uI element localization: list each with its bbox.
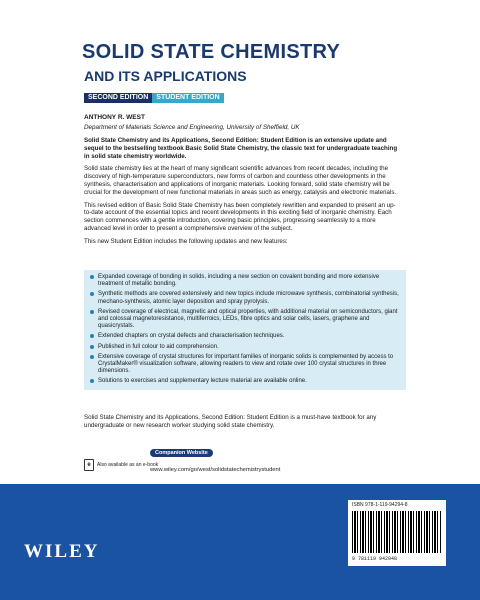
- feature-item: Revised coverage of electrical, magnetic and optical properties, with additional material on semiconductors, giant and colossal magnetoresistance, multiferroics, LEDs, fibre optics and solar cells, lasers, graphene and quasicrystals.: [90, 309, 400, 331]
- features-box: [84, 270, 406, 390]
- isbn-text: ISBN 978-1-119-94294-8: [352, 502, 408, 508]
- barcode-icon: [352, 511, 442, 553]
- intro-paragraph-1: Solid state chemistry lies at the heart of many significant scientific advances from recent decades, including the discovery of high-temperature superconductors, new forms of carbon and countless other developments in the synthesis, characterisation and applications of inorganic materials. Looking forward, solid state chemistry will be crucial for the development of new functional materials in areas such as energy, catalysis and electronic materials.: [84, 165, 397, 196]
- book-title: SOLID STATE CHEMISTRY: [82, 41, 341, 63]
- bullet-icon: [90, 292, 94, 296]
- bullet-icon: [90, 355, 94, 359]
- ebook-notice: [84, 459, 158, 471]
- feature-item: Extended chapters on crystal defects and characterisation techniques.: [90, 333, 400, 340]
- student-edition-badge: STUDENT EDITION: [152, 93, 223, 103]
- second-edition-badge: SECOND EDITION: [84, 93, 152, 103]
- publisher-logo: WILEY: [24, 541, 100, 562]
- bullet-icon: [90, 345, 94, 349]
- feature-item: Synthetic methods are covered extensively and new topics include microwave synthesis, combinatorial synthesis, mechano-synthesis, atomic layer deposition and spray pyrolysis.: [90, 291, 400, 305]
- author-department: Department of Materials Science and Engineering, University of Sheffield, UK: [84, 124, 300, 131]
- intro-text: [84, 137, 400, 251]
- closing-statement: Solid State Chemistry and its Applications, Second Edition: Student Edition is a must-have textbook for any undergraduate or new research worker studying solid state chemistry.: [84, 414, 377, 429]
- book-subtitle: AND ITS APPLICATIONS: [84, 68, 247, 84]
- features-list: [90, 274, 400, 386]
- bullet-icon: [90, 310, 94, 314]
- bullet-icon: [90, 379, 94, 383]
- ebook-text: Also available as an e-book: [97, 462, 159, 468]
- feature-item: Expanded coverage of bonding in solids, including a new section on covalent bonding and more extensive treatment of metallic bonding.: [90, 274, 400, 288]
- edition-badges: [84, 93, 224, 103]
- companion-website-badge[interactable]: Companion Website: [150, 449, 213, 457]
- intro-bold-paragraph: Solid State Chemistry and its Applications, Second Edition: Student Edition is an extensive update and sequel to the bestselling textbook Basic Solid State Chemistry, the classic text for undergraduate teaching in solid state chemistry worldwide.: [84, 137, 398, 160]
- ebook-icon: e: [84, 459, 94, 471]
- intro-paragraph-3: This new Student Edition includes the following updates and new features:: [84, 237, 288, 245]
- feature-item: Extensive coverage of crystal structures for important families of inorganic solids is complemented by access to CrystalMaker® visualization software, allowing readers to view and rotate over 100 crystal structures in three dimensions.: [90, 354, 400, 376]
- barcode-number: 9 781119 942948: [352, 556, 398, 562]
- intro-paragraph-2: This revised edition of Basic Solid State Chemistry has been completely rewritten and expanded to present an up-to-date account of the essential topics and recent developments in this exciting field of inorganic chemistry. Each section commences with a gentle introduction, covering basic principles, progressing seamlessly to a more advanced level in order to present a comprehensive overview of the subject.: [84, 201, 396, 232]
- feature-item: Solutions to exercises and supplementary lecture material are available online.: [90, 378, 400, 385]
- companion-url[interactable]: www.wiley.com/go/west/solidstatechemistrystudent: [150, 467, 281, 473]
- bullet-icon: [90, 334, 94, 338]
- barcode-panel: [348, 500, 446, 566]
- feature-item: Published in full colour to aid comprehension.: [90, 344, 400, 351]
- bullet-icon: [90, 275, 94, 279]
- author-name: ANTHONY R. WEST: [84, 114, 145, 121]
